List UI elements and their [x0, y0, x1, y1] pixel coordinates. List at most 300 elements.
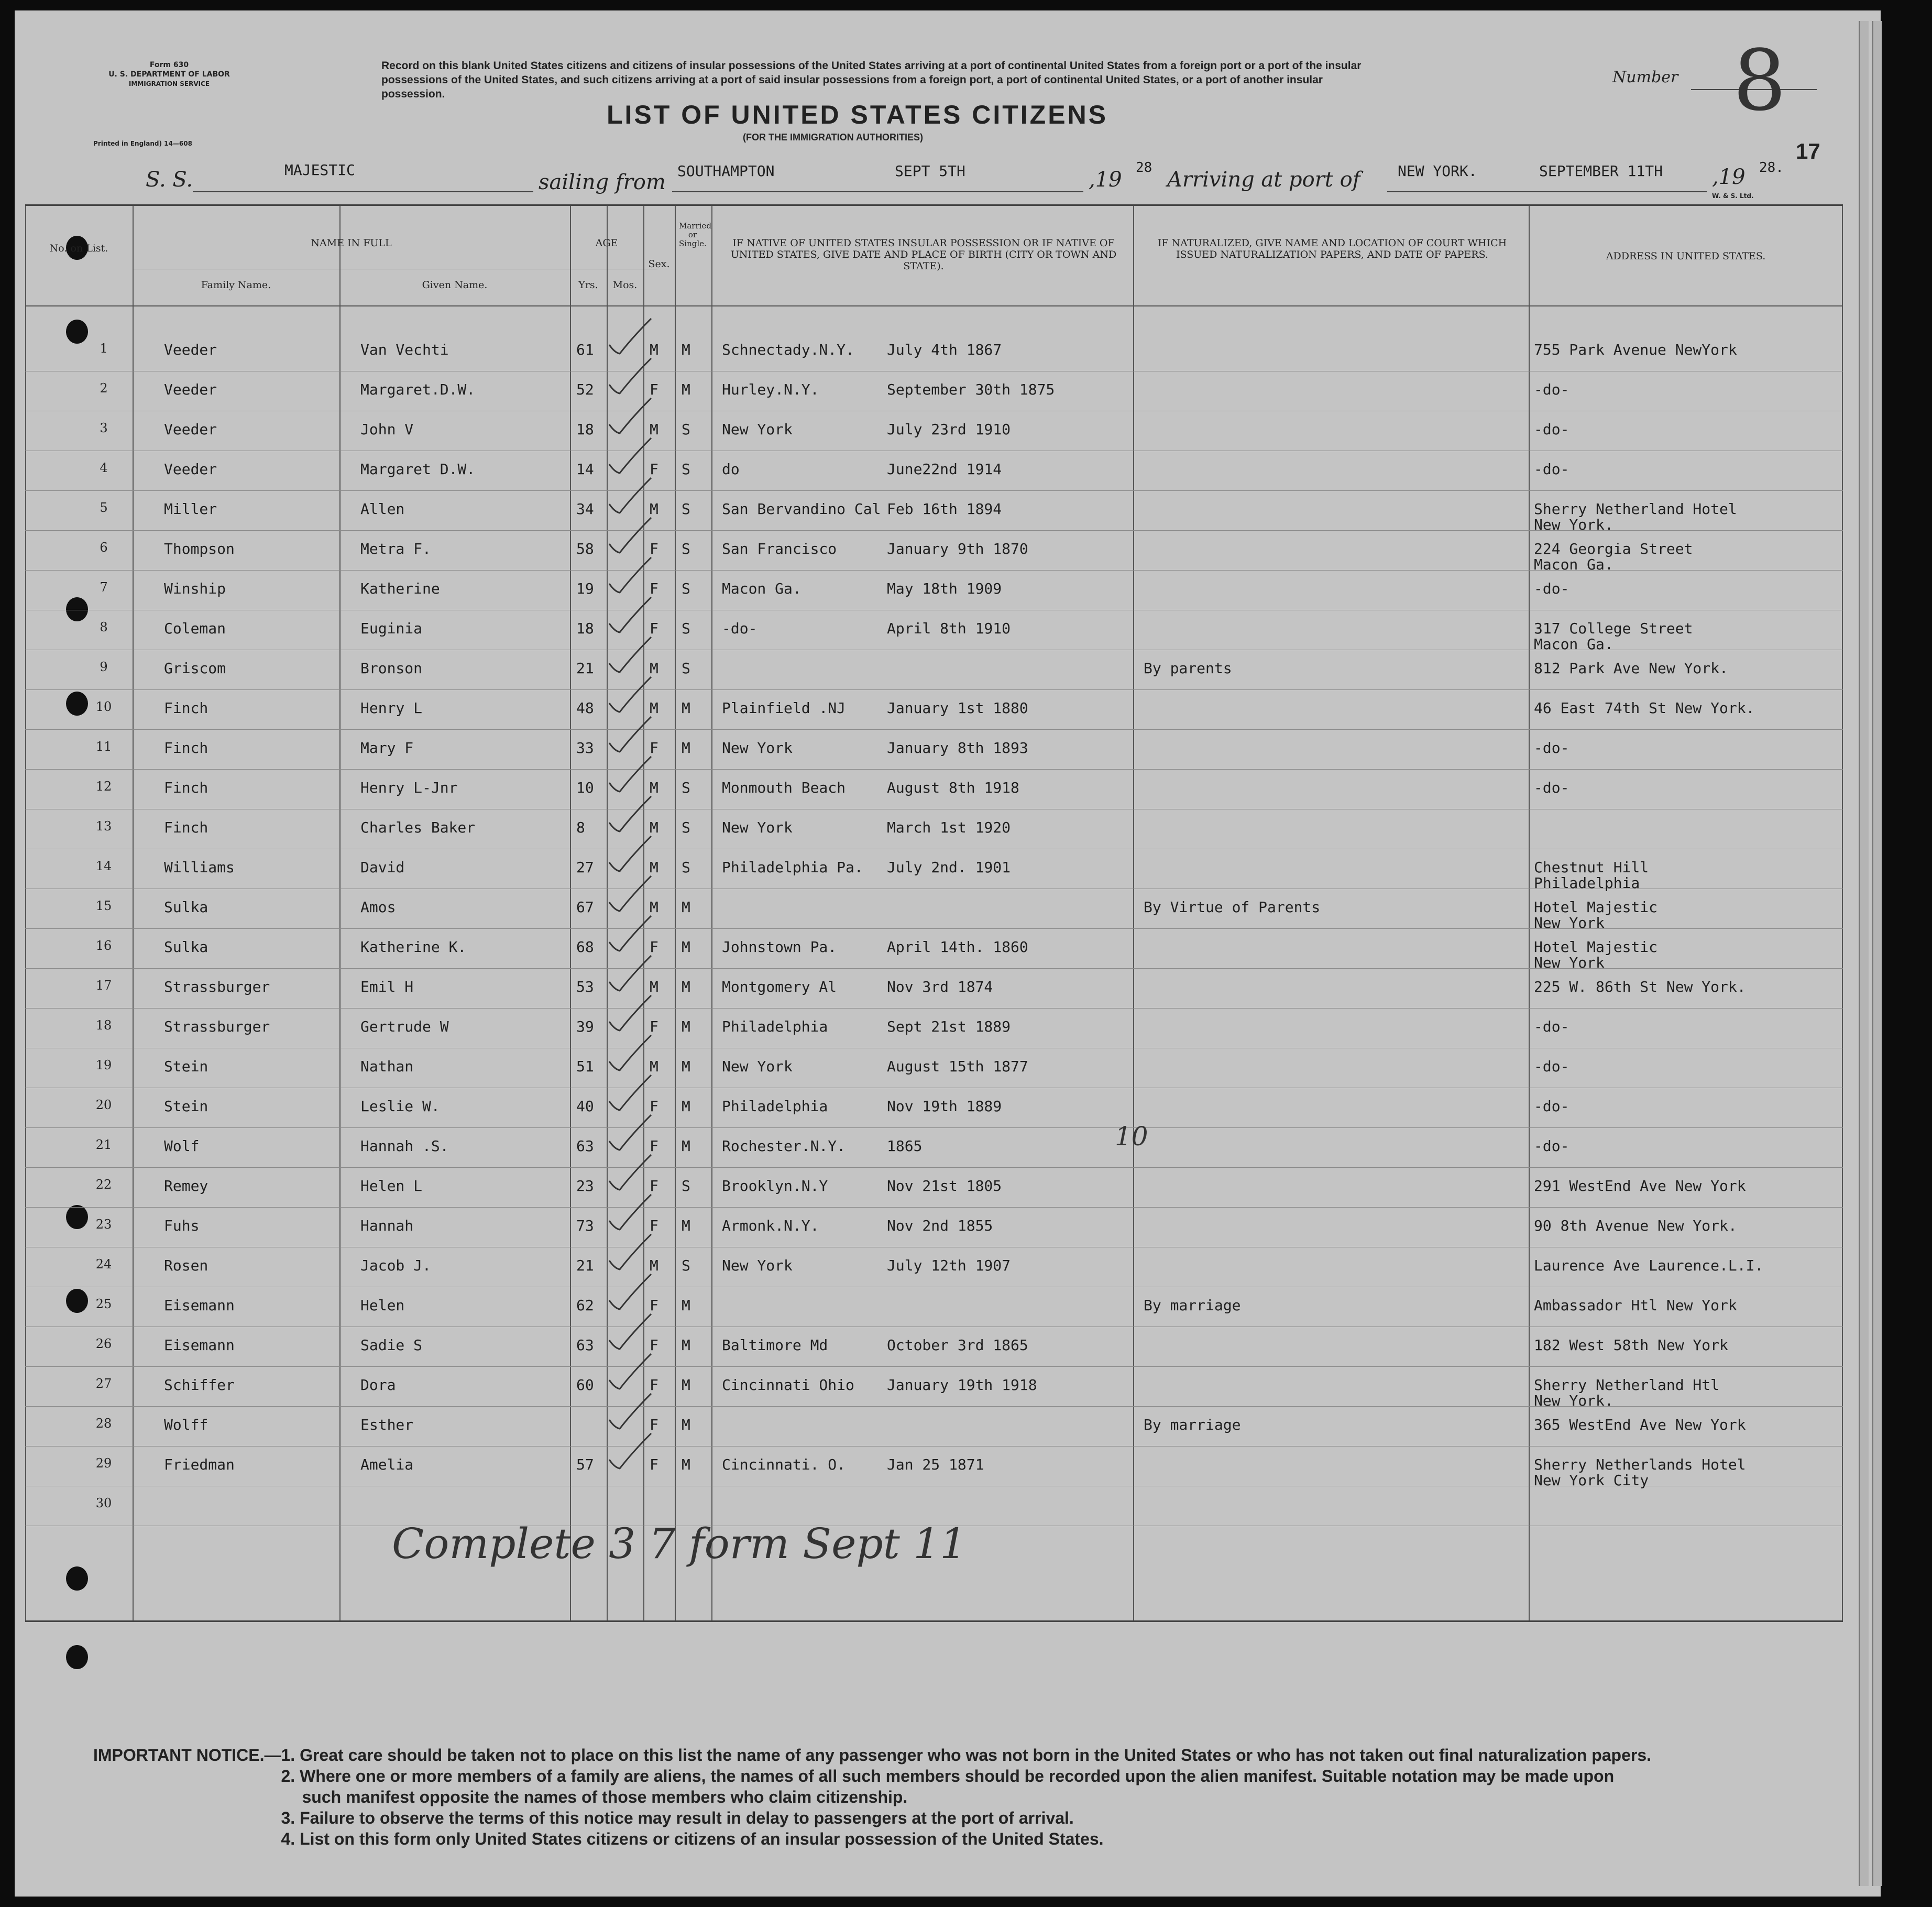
address-line-2: New York City [1534, 1472, 1649, 1489]
table-row [25, 332, 1843, 371]
sex: M [650, 898, 658, 916]
marital-status: S [682, 500, 690, 518]
given-name: David [360, 859, 405, 876]
birth-date: April 8th 1910 [887, 620, 1011, 637]
sex: M [650, 421, 658, 438]
marital-status: M [682, 938, 690, 956]
marital-status: M [682, 1416, 690, 1433]
birth-place: Johnstown Pa. [722, 938, 837, 956]
marital-status: S [682, 461, 690, 478]
age-years: 21 [576, 660, 594, 677]
age-years: 33 [576, 739, 594, 757]
notice-item: 1. Great care should be taken not to place on this list the name of any passenger who was not born in the United States or who has not taken out final naturalization papers. [281, 1746, 1652, 1764]
family-name: Veeder [164, 421, 217, 438]
table-row [25, 730, 1843, 770]
sex: F [650, 1297, 658, 1314]
given-name: Allen [360, 500, 405, 518]
address-line: Sherry Netherlands Hotel [1534, 1456, 1746, 1473]
address-line: Chestnut Hill [1534, 859, 1649, 876]
age-years: 27 [576, 859, 594, 876]
birth-place: New York [722, 1257, 793, 1274]
service: IMMIGRATION SERVICE [128, 80, 210, 87]
given-name: Katherine K. [360, 938, 467, 956]
given-name: Henry L [360, 699, 423, 717]
birth-date: July 2nd. 1901 [887, 859, 1011, 876]
table-row [25, 1088, 1843, 1128]
row-number: 20 [95, 1098, 112, 1112]
given-name: Charles Baker [360, 819, 476, 836]
family-name: Thompson [164, 540, 235, 557]
given-name: Gertrude W [360, 1018, 449, 1035]
family-name: Winship [164, 580, 226, 597]
year-prefix-to: ,19 [1712, 165, 1746, 189]
table-row [25, 1446, 1843, 1489]
birth-place: Hurley.N.Y. [722, 381, 819, 398]
printed-note: Printed in England) 14—608 [93, 140, 192, 147]
birth-place: New York [722, 739, 793, 757]
row-number: 24 [95, 1257, 112, 1272]
check-mark [607, 834, 654, 875]
marital-status: S [682, 580, 690, 597]
check-mark [607, 913, 654, 955]
family-name: Coleman [164, 620, 226, 637]
family-name: Stein [164, 1058, 208, 1075]
year-from: 28 [1136, 160, 1152, 176]
family-name: Finch [164, 739, 208, 757]
check-mark [607, 754, 654, 796]
birth-place: Baltimore Md [722, 1336, 828, 1354]
age-years: 60 [576, 1376, 594, 1394]
col-married: Married or Single. [679, 221, 711, 248]
sex: M [650, 779, 658, 796]
row-number: 17 [95, 978, 112, 993]
port-from: SOUTHAMPTON [677, 162, 775, 180]
birth-date: Jan 25 1871 [887, 1456, 984, 1473]
table-row [25, 491, 1843, 531]
page-edge [1872, 21, 1882, 1886]
table-row [25, 889, 1843, 929]
address-line-2: New York. [1534, 1392, 1613, 1409]
underline [672, 191, 1083, 192]
year-prefix: ,19 [1089, 168, 1122, 192]
age-years: 18 [576, 620, 594, 637]
birth-place: Armonk.N.Y. [722, 1217, 819, 1234]
marital-status: S [682, 421, 690, 438]
family-name: Griscom [164, 660, 226, 677]
address-line: 182 West 58th New York [1534, 1336, 1728, 1354]
header-rule [25, 305, 1843, 306]
row-number: 26 [95, 1336, 112, 1351]
address-line: -do- [1534, 1058, 1569, 1075]
family-name: Strassburger [164, 1018, 270, 1035]
row-number: 12 [95, 779, 112, 794]
sex: M [650, 341, 658, 358]
family-name: Veeder [164, 341, 217, 358]
row-number: 25 [95, 1297, 112, 1311]
age-years: 40 [576, 1098, 594, 1115]
given-name: Margaret D.W. [360, 461, 476, 478]
marital-status: M [682, 1376, 690, 1394]
sex: F [650, 461, 658, 478]
sex: F [650, 739, 658, 757]
birth-place: Philadelphia [722, 1018, 828, 1035]
birth-date: June22nd 1914 [887, 461, 1002, 478]
passenger-table [25, 204, 1843, 1622]
marital-status: M [682, 898, 690, 916]
marital-status: M [682, 1336, 690, 1354]
birth-place: Cincinnati Ohio [722, 1376, 854, 1394]
birth-place: New York [722, 819, 793, 836]
given-name: Katherine [360, 580, 440, 597]
form-number: Form 630 [149, 61, 189, 69]
department: U. S. DEPARTMENT OF LABOR [108, 70, 230, 79]
check-mark [607, 1272, 654, 1313]
check-mark [607, 794, 654, 836]
table-row [25, 610, 1843, 653]
marital-status: M [682, 1098, 690, 1115]
row-number: 5 [100, 500, 108, 515]
birth-place: do [722, 461, 740, 478]
address-line: 46 East 74th St New York. [1534, 699, 1755, 717]
birth-date: July 12th 1907 [887, 1257, 1011, 1274]
row-number: 29 [95, 1456, 112, 1471]
marital-status: S [682, 660, 690, 677]
row-number: 18 [95, 1018, 112, 1033]
age-years: 53 [576, 978, 594, 995]
given-name: Esther [360, 1416, 414, 1433]
check-mark [607, 1431, 654, 1473]
given-name: Leslie W. [360, 1098, 440, 1115]
birth-date: September 30th 1875 [887, 381, 1055, 398]
given-name: Helen [360, 1297, 405, 1314]
family-name: Finch [164, 819, 208, 836]
col-family: Family Name. [201, 279, 271, 291]
given-name: Nathan [360, 1058, 414, 1075]
given-name: Hannah .S. [360, 1137, 449, 1155]
marital-status: M [682, 1297, 690, 1314]
family-name: Rosen [164, 1257, 208, 1274]
underline [1387, 191, 1707, 192]
table-row [25, 849, 1843, 892]
address-line: 224 Georgia Street [1534, 540, 1693, 557]
check-mark [607, 515, 654, 557]
family-name: Veeder [164, 461, 217, 478]
family-name: Wolf [164, 1137, 200, 1155]
given-name: Metra F. [360, 540, 431, 557]
age-years: 73 [576, 1217, 594, 1234]
marital-status: S [682, 620, 690, 637]
birth-date: January 19th 1918 [887, 1376, 1037, 1394]
address-line: -do- [1534, 580, 1569, 597]
address-line: -do- [1534, 421, 1569, 438]
birth-date: Nov 3rd 1874 [887, 978, 993, 995]
notice-item: 4. List on this form only United States citizens or citizens of an insular possession of the United States. [281, 1829, 1104, 1848]
form-number-block [104, 60, 235, 89]
port-to: NEW YORK. [1398, 162, 1477, 180]
notice-item: 2. Where one or more members of a family are aliens, the names of all such members should be recorded upon the alien manifest. Suitable notation may be made upon [281, 1767, 1615, 1785]
sex: M [650, 500, 658, 518]
address-line: 755 Park Avenue NewYork [1534, 341, 1737, 358]
row-number: 15 [95, 898, 112, 913]
age-years: 63 [576, 1137, 594, 1155]
table-row [25, 809, 1843, 849]
family-name: Strassburger [164, 978, 270, 995]
given-name: Helen L [360, 1177, 423, 1194]
table-row [25, 1327, 1843, 1367]
row-number: 22 [95, 1177, 112, 1192]
col-mos: Mos. [612, 279, 638, 291]
given-name: John V [360, 421, 414, 438]
birth-date: Nov 19th 1889 [887, 1098, 1002, 1115]
birth-date: January 9th 1870 [887, 540, 1028, 557]
table-row [25, 929, 1843, 969]
address-line: -do- [1534, 1018, 1569, 1035]
date-to: SEPTEMBER 11TH [1539, 162, 1663, 180]
marital-status: M [682, 1058, 690, 1075]
family-name: Schiffer [164, 1376, 235, 1394]
table-row [25, 1367, 1843, 1407]
address-line: -do- [1534, 779, 1569, 796]
arriving-label: Arriving at port of [1167, 168, 1360, 192]
row-number: 11 [95, 739, 112, 754]
family-name: Stein [164, 1098, 208, 1115]
marital-status: S [682, 819, 690, 836]
family-name: Fuhs [164, 1217, 200, 1234]
birth-place: Philadelphia [722, 1098, 828, 1115]
family-name: Sulka [164, 938, 208, 956]
row-number: 16 [95, 938, 112, 953]
address-line: 225 W. 86th St New York. [1534, 978, 1746, 995]
given-name: Emil H [360, 978, 414, 995]
table-row [25, 451, 1843, 491]
row-number: 10 [95, 699, 112, 714]
marital-status: M [682, 341, 690, 358]
col-naturalized: IF NATURALIZED, GIVE NAME AND LOCATION OF COURT WHICH ISSUED NATURALIZATION PAPERS, AND DATE OF PAPERS. [1157, 237, 1507, 260]
birth-date: January 1st 1880 [887, 699, 1028, 717]
row-number: 6 [100, 540, 108, 555]
check-mark [607, 316, 654, 358]
birth-date: Nov 2nd 1855 [887, 1217, 993, 1234]
table-row [25, 411, 1843, 451]
age-years: 34 [576, 500, 594, 518]
naturalization: By parents [1144, 660, 1232, 677]
given-name: Bronson [360, 660, 423, 677]
check-mark [607, 555, 654, 597]
birth-date: April 14th. 1860 [887, 938, 1028, 956]
check-mark [607, 674, 654, 716]
address-line-2: New York [1534, 954, 1605, 971]
sex: F [650, 1376, 658, 1394]
col-sex: Sex. [648, 258, 670, 270]
age-years: 57 [576, 1456, 594, 1473]
sex: M [650, 660, 658, 677]
marital-status: M [682, 1217, 690, 1234]
col-no: No. on List. [49, 243, 108, 254]
given-name: Sadie S [360, 1336, 423, 1354]
sex: F [650, 938, 658, 956]
sex: F [650, 1137, 658, 1155]
notice-item: such manifest opposite the names of those members who claim citizenship. [302, 1788, 908, 1806]
row-number: 30 [95, 1496, 112, 1510]
row-number: 8 [100, 620, 108, 634]
marital-status: S [682, 859, 690, 876]
birth-date: January 8th 1893 [887, 739, 1028, 757]
age-years: 68 [576, 938, 594, 956]
family-name: Williams [164, 859, 235, 876]
age-years: 21 [576, 1257, 594, 1274]
manifest-sheet [15, 10, 1881, 1897]
table-row [25, 969, 1843, 1009]
row-number: 27 [95, 1376, 112, 1391]
check-mark [607, 873, 654, 915]
table-row [25, 1407, 1843, 1446]
row-number: 7 [100, 580, 108, 595]
address-line: 365 WestEnd Ave New York [1534, 1416, 1746, 1433]
age-years: 67 [576, 898, 594, 916]
address-line: 317 College Street [1534, 620, 1693, 637]
col-address: ADDRESS IN UNITED STATES. [1606, 250, 1766, 262]
family-name: Eisemann [164, 1336, 235, 1354]
table-row [25, 650, 1843, 690]
table-row [25, 1128, 1843, 1168]
sex: M [650, 1058, 658, 1075]
check-mark [607, 1033, 654, 1075]
family-name: Sulka [164, 898, 208, 916]
family-name: Eisemann [164, 1297, 235, 1314]
naturalization: By marriage [1144, 1416, 1241, 1433]
birth-place: Philadelphia Pa. [722, 859, 863, 876]
check-mark [607, 595, 654, 637]
birth-date: Nov 21st 1805 [887, 1177, 1002, 1194]
marital-status: S [682, 1177, 690, 1194]
age-years: 51 [576, 1058, 594, 1075]
sex: F [650, 1098, 658, 1115]
address-line-2: New York [1534, 914, 1605, 931]
table-row [25, 571, 1843, 610]
table-row [25, 371, 1843, 411]
record-instructions: Record on this blank United States citizens and citizens of insular possessions of the United States arriving at a port of continental United States from a foreign port or a port of the insular possessions of the United States, and such citizens arriving at a port of said insular possessions from a foreign port, a port of continental United States, or a port of another insular possession. [381, 60, 1362, 100]
check-mark [607, 1152, 654, 1194]
page-title: LIST OF UNITED STATES CITIZENS [607, 100, 1108, 129]
address-line: Laurence Ave Laurence.L.I. [1534, 1257, 1764, 1274]
punch-hole [66, 1645, 88, 1669]
table-row [25, 1009, 1843, 1048]
check-mark [607, 714, 654, 756]
birth-place: New York [722, 1058, 793, 1075]
check-mark [607, 993, 654, 1035]
row-number: 21 [95, 1137, 112, 1152]
check-mark [607, 634, 654, 676]
birth-date: May 18th 1909 [887, 580, 1002, 597]
address-line-2: New York. [1534, 516, 1613, 533]
table-row [25, 531, 1843, 571]
family-name: Friedman [164, 1456, 235, 1473]
family-name: Miller [164, 500, 217, 518]
sex: F [650, 1018, 658, 1035]
birth-place: Macon Ga. [722, 580, 802, 597]
check-mark [607, 1112, 654, 1154]
handwritten-number: 10 [1115, 1121, 1148, 1152]
row-number: 1 [100, 341, 108, 356]
marital-status: S [682, 540, 690, 557]
given-name: Mary F [360, 739, 414, 757]
page-edge [1859, 21, 1869, 1886]
check-mark [607, 356, 654, 398]
row-number: 3 [100, 421, 108, 435]
birth-place: San Bervandino Cal [722, 500, 881, 518]
birth-place: Brooklyn.N.Y [722, 1177, 828, 1194]
given-name: Henry L-Jnr [360, 779, 458, 796]
row-number: 13 [95, 819, 112, 834]
family-name: Finch [164, 699, 208, 717]
address-line: -do- [1534, 461, 1569, 478]
sex: F [650, 1177, 658, 1194]
address-line: Hotel Majestic [1534, 938, 1658, 956]
age-years: 39 [576, 1018, 594, 1035]
ship-name: MAJESTIC [284, 161, 355, 179]
col-yrs: Yrs. [578, 279, 598, 291]
birth-date: July 4th 1867 [887, 341, 1002, 358]
address-line: -do- [1534, 739, 1569, 757]
sex: F [650, 540, 658, 557]
table-row [25, 770, 1843, 809]
notice-item: 3. Failure to observe the terms of this notice may result in delay to passengers at the port of arrival. [281, 1809, 1074, 1827]
page-number: 17 [1796, 139, 1820, 163]
address-line: Hotel Majestic [1534, 898, 1658, 916]
given-name: Euginia [360, 620, 423, 637]
address-line: -do- [1534, 1137, 1569, 1155]
notice-label: IMPORTANT NOTICE.— [93, 1746, 281, 1764]
birth-date: March 1st 1920 [887, 819, 1011, 836]
age-years: 58 [576, 540, 594, 557]
important-notice [93, 1745, 1651, 1849]
birth-place: -do- [722, 620, 758, 637]
address-line-2: Macon Ga. [1534, 556, 1613, 573]
birth-date: Sept 21st 1889 [887, 1018, 1011, 1035]
given-name: Margaret.D.W. [360, 381, 476, 398]
birth-date: August 8th 1918 [887, 779, 1019, 796]
check-mark [607, 953, 654, 995]
sex: F [650, 1336, 658, 1354]
given-name: Jacob J. [360, 1257, 431, 1274]
handwritten-note: Complete 3 7 form Sept 11 [392, 1519, 967, 1568]
given-name: Hannah [360, 1217, 414, 1234]
family-name: Remey [164, 1177, 208, 1194]
sex: M [650, 859, 658, 876]
birth-place: San Francisco [722, 540, 837, 557]
table-row [25, 1168, 1843, 1208]
given-name: Amos [360, 898, 396, 916]
check-mark [607, 1311, 654, 1353]
check-mark [607, 435, 654, 477]
address-line-2: Macon Ga. [1534, 635, 1613, 653]
table-row [25, 690, 1843, 730]
col-given: Given Name. [422, 279, 488, 291]
check-mark [607, 1232, 654, 1274]
number-label: Number [1612, 68, 1678, 86]
row-number: 2 [100, 381, 108, 396]
sailing-label: sailing from [539, 170, 666, 194]
row-number: 19 [95, 1058, 112, 1072]
table-row [25, 1208, 1843, 1247]
row-number: 4 [100, 461, 108, 475]
sex: F [650, 620, 658, 637]
age-years: 63 [576, 1336, 594, 1354]
family-name: Finch [164, 779, 208, 796]
row-number: 28 [95, 1416, 112, 1431]
given-name: Amelia [360, 1456, 414, 1473]
birth-place: Rochester.N.Y. [722, 1137, 846, 1155]
